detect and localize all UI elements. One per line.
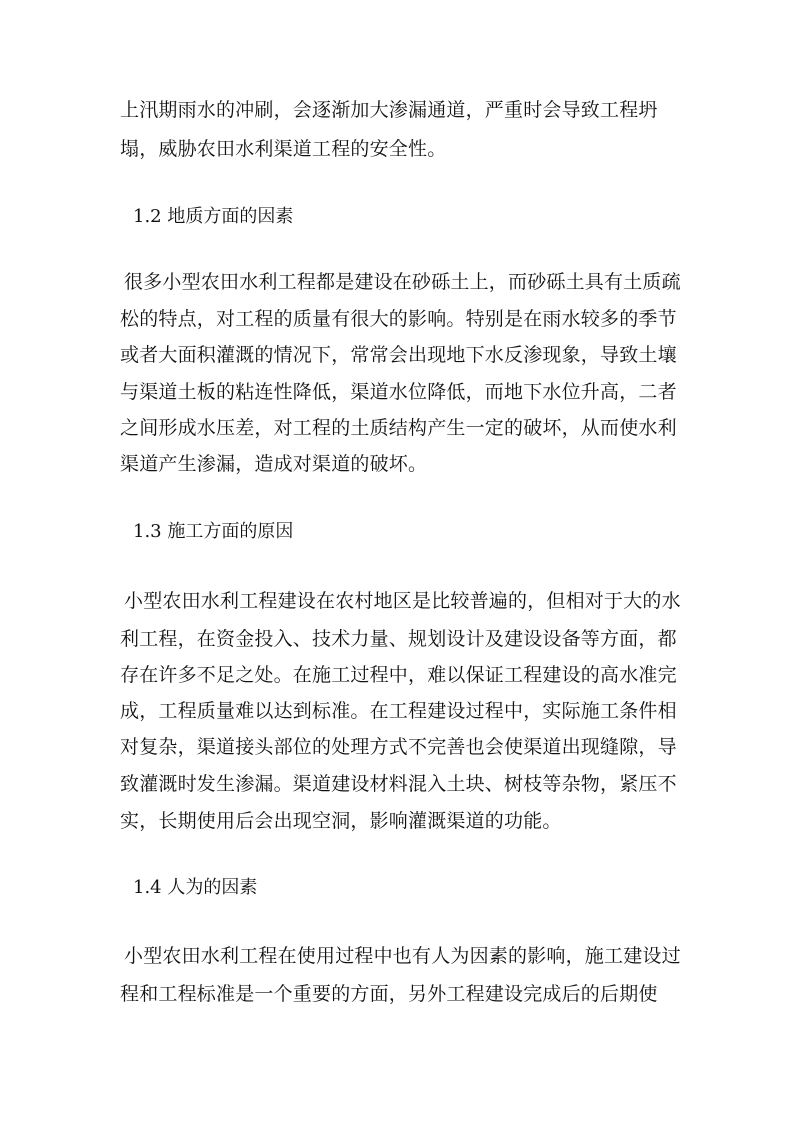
- paragraph-line: 存在许多不足之处。在施工过程中，难以保证工程建设的高水准完: [120, 664, 677, 686]
- paragraph-line: 渠道产生渗漏，造成对渠道的破坏。: [120, 453, 428, 475]
- section-heading-1-4: 1.4 人为的因素: [133, 877, 258, 898]
- paragraph-line: 致灌溉时发生渗漏。渠道建设材料混入土块、树枝等杂物，紧压不: [120, 773, 677, 795]
- section-heading-1-2: 1.2 地质方面的因素: [133, 206, 294, 227]
- paragraph-line: 对复杂，渠道接头部位的处理方式不完善也会使渠道出现缝隙，导: [120, 736, 677, 758]
- paragraph-line: 实，长期使用后会出现空洞，影响灌溉渠道的功能。: [120, 810, 562, 832]
- section-heading-1-3: 1.3 施工方面的原因: [133, 521, 294, 542]
- paragraph-line: 成，工程质量难以达到标准。在工程建设过程中，实际施工条件相: [120, 700, 677, 722]
- paragraph-line: 小型农田水利工程在使用过程中也有人为因素的影响，施工建设过: [124, 945, 681, 967]
- paragraph-line: 松的特点，对工程的质量有很大的影响。特别是在雨水较多的季节: [120, 308, 677, 330]
- paragraph-line: 上汛期雨水的冲刷，会逐渐加大渗漏通道，严重时会导致工程坍: [120, 99, 658, 121]
- paragraph-line: 很多小型农田水利工程都是建设在砂砾土上，而砂砾土具有土质疏: [124, 271, 681, 293]
- paragraph-line: 与渠道土板的粘连性降低，渠道水位降低，而地下水位升高，二者: [120, 381, 677, 403]
- paragraph-line: 之间形成水压差，对工程的土质结构产生一定的破坏，从而使水利: [120, 417, 677, 439]
- paragraph-line: 小型农田水利工程建设在农村地区是比较普遍的，但相对于大的水: [124, 590, 681, 612]
- paragraph-line: 塌，威胁农田水利渠道工程的安全性。: [120, 138, 447, 160]
- paragraph-line: 程和工程标准是一个重要的方面，另外工程建设完成后的后期使: [120, 983, 658, 1005]
- paragraph-line: 或者大面积灌溉的情况下，常常会出现地下水反渗现象，导致土壤: [120, 344, 677, 366]
- paragraph-line: 利工程，在资金投入、技术力量、规划设计及建设设备等方面，都: [120, 628, 677, 650]
